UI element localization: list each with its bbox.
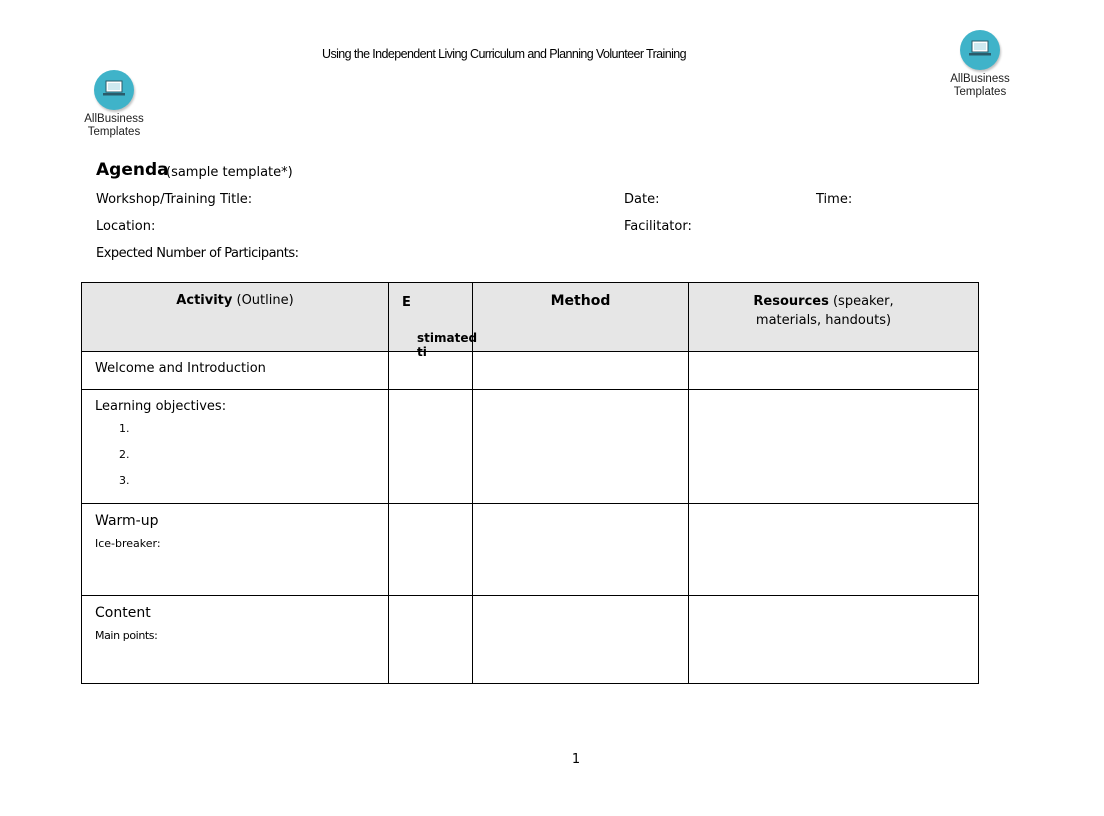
allbusiness-logo-left bbox=[74, 70, 154, 138]
activity-cell: Welcome and Introduction bbox=[82, 352, 389, 390]
estimated-time-cell[interactable] bbox=[389, 504, 473, 596]
estimated-time-cell[interactable] bbox=[389, 390, 473, 504]
table-header-row bbox=[82, 283, 979, 352]
facilitator-label: Facilitator: bbox=[624, 219, 692, 234]
laptop-icon bbox=[960, 30, 1000, 70]
list-item: 2. bbox=[119, 448, 130, 461]
resources-cell[interactable] bbox=[689, 596, 979, 684]
resources-cell[interactable] bbox=[689, 390, 979, 504]
agenda-table bbox=[81, 282, 979, 684]
agenda-title: Agenda bbox=[96, 160, 169, 180]
logo-text-line1: AllBusiness bbox=[950, 73, 1010, 85]
main-points-label: Main points: bbox=[95, 629, 158, 642]
table-row bbox=[82, 352, 979, 390]
header-estimated-time-overflow: stimated ti bbox=[417, 331, 478, 359]
header-resources-rest: (speaker, materials, handouts) bbox=[755, 294, 894, 328]
method-cell[interactable] bbox=[473, 390, 689, 504]
header-method: Method bbox=[473, 283, 689, 352]
header-estimated-time bbox=[389, 283, 478, 359]
estimated-time-cell[interactable] bbox=[389, 596, 473, 684]
header-resources bbox=[689, 283, 979, 352]
method-cell[interactable] bbox=[473, 352, 689, 390]
header-activity-bold: Activity bbox=[176, 293, 233, 308]
warm-up-label: Warm-up bbox=[95, 513, 159, 529]
resources-cell[interactable] bbox=[689, 504, 979, 596]
header-activity-rest: (Outline) bbox=[236, 293, 294, 308]
list-item: 1. bbox=[119, 422, 130, 435]
location-label: Location: bbox=[96, 219, 156, 234]
content-label: Content bbox=[95, 605, 151, 621]
table-row bbox=[82, 504, 979, 596]
agenda-subtitle: (sample template*) bbox=[166, 165, 293, 180]
page-number: 1 bbox=[571, 752, 581, 767]
allbusiness-logo-right bbox=[940, 30, 1020, 98]
laptop-icon bbox=[94, 70, 134, 110]
objectives-list bbox=[95, 416, 388, 494]
method-cell[interactable] bbox=[473, 504, 689, 596]
logo-text-line2: Templates bbox=[953, 85, 1007, 98]
resources-cell[interactable] bbox=[689, 352, 979, 390]
logo-text-line1: AllBusiness bbox=[84, 113, 144, 125]
method-cell[interactable] bbox=[473, 596, 689, 684]
activity-cell bbox=[82, 504, 389, 596]
ice-breaker-label: Ice-breaker: bbox=[95, 537, 161, 550]
learning-objectives-label: Learning objectives: bbox=[95, 399, 227, 414]
table-row bbox=[82, 390, 979, 504]
activity-cell bbox=[82, 390, 389, 504]
document-header-title: Using the Independent Living Curriculum and Planning Volunteer Training bbox=[322, 47, 686, 61]
list-item: 3. bbox=[119, 474, 130, 487]
date-label: Date: bbox=[624, 192, 660, 207]
expected-participants-label: Expected Number of Participants: bbox=[96, 246, 299, 261]
logo-text-line2: Templates bbox=[87, 125, 141, 138]
header-activity bbox=[82, 283, 389, 352]
activity-cell bbox=[82, 596, 389, 684]
workshop-title-label: Workshop/Training Title: bbox=[96, 192, 253, 207]
table-row bbox=[82, 596, 979, 684]
time-label: Time: bbox=[816, 192, 853, 207]
header-resources-bold: Resources bbox=[753, 294, 829, 309]
header-estimated-time-letter: E bbox=[402, 295, 411, 310]
